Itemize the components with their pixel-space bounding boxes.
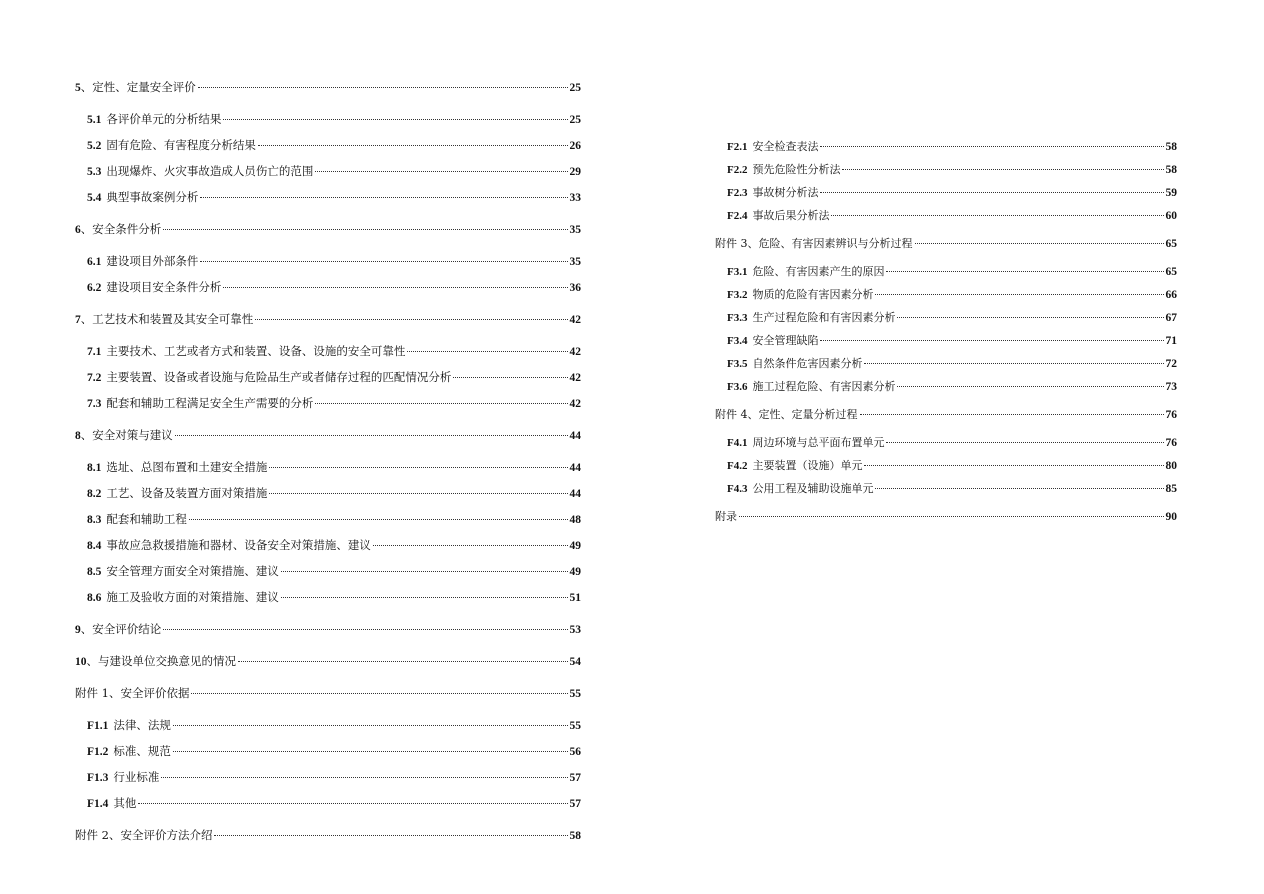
toc-entry-number: 5 [75, 82, 81, 94]
toc-entry-page-number: 49 [569, 566, 581, 578]
toc-entry-title: 、与建设单位交换意见的情况 [86, 654, 236, 668]
toc-entry-title: 、安全条件分析 [80, 222, 162, 236]
toc-entry-number: F1.1 [87, 720, 109, 732]
toc-entry-page-number: 44 [569, 462, 581, 474]
toc-entry-number: 5.4 [87, 192, 102, 204]
toc-entry-page-number: 55 [569, 688, 581, 700]
dot-leader [860, 413, 1164, 415]
dot-leader [886, 270, 1163, 272]
dot-leader [281, 570, 568, 572]
dot-leader [269, 492, 567, 494]
toc-entry-title: 典型事故案例分析 [106, 190, 199, 204]
toc-entry-page-number: 35 [569, 224, 581, 236]
toc-entry-page-number: 73 [1165, 381, 1177, 393]
toc-entry-number: F2.3 [727, 187, 748, 199]
toc-entry-number: 8.5 [87, 566, 102, 578]
toc-entry-number: F3.3 [727, 312, 748, 324]
dot-leader [161, 776, 567, 778]
toc-entry-title: 其他 [113, 796, 137, 810]
dot-leader [163, 628, 567, 630]
toc-entry-page-number: 57 [569, 772, 581, 784]
toc-entry-title: 施工过程危险、有害因素分析 [752, 380, 896, 393]
toc-entry-page-number: 49 [569, 540, 581, 552]
toc-entry-title: 施工及验收方面的对策措施、建议 [106, 590, 279, 604]
toc-entry[interactable] [75, 794, 581, 813]
toc-entry-title: 附件 4、定性、定量分析过程 [715, 408, 858, 421]
dot-leader [173, 724, 568, 726]
toc-entry[interactable] [715, 309, 1177, 327]
toc-entry-number: 5.3 [87, 166, 102, 178]
toc-entry[interactable] [75, 536, 581, 555]
toc-entry-page-number: 65 [1165, 238, 1177, 250]
toc-entry-page-number: 58 [569, 830, 581, 842]
toc-entry-title: 公用工程及辅助设施单元 [752, 482, 874, 495]
toc-entry-title: 事故后果分析法 [752, 209, 830, 222]
toc-entry-number: F3.1 [727, 266, 748, 278]
dot-leader [258, 144, 568, 146]
toc-entry-number: 10 [75, 656, 87, 668]
toc-entry[interactable] [715, 161, 1177, 179]
dot-leader [831, 214, 1163, 216]
toc-entry-title: 配套和辅助工程 [106, 512, 187, 526]
toc-entry[interactable] [75, 458, 581, 477]
toc-entry-title: 主要装置、设备或者设施与危险品生产或者储存过程的匹配情况分析 [106, 370, 452, 384]
toc-entry-title: 行业标准 [113, 770, 160, 784]
toc-entry-title: 附录 [715, 510, 737, 523]
toc-entry[interactable] [715, 378, 1177, 396]
toc-entry[interactable] [75, 188, 581, 207]
toc-entry-page-number: 42 [569, 372, 581, 384]
toc-entry[interactable] [715, 434, 1177, 452]
toc-entry-page-number: 55 [569, 720, 581, 732]
toc-entry-page-number: 76 [1165, 437, 1177, 449]
toc-entry[interactable] [75, 162, 581, 181]
dot-leader [407, 350, 567, 352]
toc-entry-page-number: 42 [569, 398, 581, 410]
toc-entry[interactable] [75, 368, 581, 387]
toc-entry-title: 工艺、设备及装置方面对策措施 [106, 486, 268, 500]
toc-entry-title: 附件 1、安全评价依据 [75, 686, 190, 700]
dot-leader [238, 660, 568, 662]
toc-entry-title: 、安全评价结论 [80, 622, 162, 636]
toc-entry-title: 主要技术、工艺或者方式和装置、设备、设施的安全可靠性 [106, 344, 406, 358]
toc-entry-title: 附件 2、安全评价方法介绍 [75, 828, 213, 842]
toc-entry-title: 主要装置（设施）单元 [752, 459, 863, 472]
toc-left-column [75, 78, 581, 852]
toc-entry-title: 安全管理方面安全对策措施、建议 [106, 564, 279, 578]
toc-entry[interactable] [715, 207, 1177, 225]
toc-entry-number: 7.2 [87, 372, 102, 384]
toc-entry-page-number: 90 [1165, 511, 1177, 523]
toc-entry-number: F2.1 [727, 141, 748, 153]
toc-entry-title: 安全管理缺陷 [752, 334, 819, 347]
dot-leader [915, 242, 1164, 244]
toc-entry-number: 6 [75, 224, 81, 236]
dot-leader [864, 362, 1163, 364]
toc-entry-page-number: 33 [569, 192, 581, 204]
toc-entry-number: F4.2 [727, 460, 748, 472]
toc-entry-page-number: 53 [569, 624, 581, 636]
dot-leader [820, 191, 1163, 193]
toc-entry[interactable] [715, 138, 1177, 156]
toc-entry-page-number: 66 [1165, 289, 1177, 301]
dot-leader [897, 385, 1163, 387]
toc-entry-title: 出现爆炸、火灾事故造成人员伤亡的范围 [106, 164, 314, 178]
toc-entry-page-number: 35 [569, 256, 581, 268]
toc-entry-title: 周边环境与总平面布置单元 [752, 436, 885, 449]
toc-entry-number: 8.3 [87, 514, 102, 526]
dot-leader [198, 86, 568, 88]
toc-entry[interactable] [75, 742, 581, 761]
toc-entry[interactable] [715, 235, 1177, 253]
toc-entry[interactable] [75, 588, 581, 607]
toc-entry-page-number: 58 [1165, 141, 1177, 153]
dot-leader [842, 168, 1163, 170]
toc-entry-page-number: 71 [1165, 335, 1177, 347]
toc-entry[interactable] [75, 716, 581, 735]
toc-entry[interactable] [75, 684, 581, 703]
toc-entry-number: 8 [75, 430, 81, 442]
toc-entry-number: 7 [75, 314, 81, 326]
toc-entry-page-number: 54 [569, 656, 581, 668]
toc-entry[interactable] [715, 480, 1177, 498]
toc-entry[interactable] [75, 342, 581, 361]
dot-leader [739, 515, 1164, 517]
dot-leader [875, 293, 1163, 295]
toc-entry-number: 6.2 [87, 282, 102, 294]
toc-entry-title: 各评价单元的分析结果 [106, 112, 222, 126]
toc-entry-page-number: 48 [569, 514, 581, 526]
toc-entry[interactable] [75, 220, 581, 239]
dot-leader [223, 118, 567, 120]
toc-entry-page-number: 36 [569, 282, 581, 294]
dot-leader [453, 376, 567, 378]
toc-entry-page-number: 26 [569, 140, 581, 152]
dot-leader [373, 544, 568, 546]
toc-entry[interactable] [715, 332, 1177, 350]
toc-entry-page-number: 72 [1165, 358, 1177, 370]
toc-entry-page-number: 44 [569, 430, 581, 442]
toc-entry-page-number: 85 [1165, 483, 1177, 495]
toc-entry-number: F4.3 [727, 483, 748, 495]
toc-entry-title: 安全检查表法 [752, 140, 819, 153]
toc-entry[interactable] [715, 263, 1177, 281]
toc-entry-title: 附件 3、危险、有害因素辨识与分析过程 [715, 237, 913, 250]
toc-entry-number: F1.2 [87, 746, 109, 758]
toc-entry[interactable] [715, 457, 1177, 475]
dot-leader [191, 692, 567, 694]
dot-leader [820, 145, 1163, 147]
toc-entry-title: 配套和辅助工程满足安全生产需要的分析 [106, 396, 314, 410]
toc-entry[interactable] [715, 355, 1177, 373]
toc-entry-number: F4.1 [727, 437, 748, 449]
toc-entry-page-number: 60 [1165, 210, 1177, 222]
toc-entry[interactable] [715, 184, 1177, 202]
dot-leader [223, 286, 567, 288]
toc-entry[interactable] [715, 406, 1177, 424]
dot-leader [281, 596, 568, 598]
toc-entry-page-number: 25 [569, 114, 581, 126]
toc-entry-page-number: 59 [1165, 187, 1177, 199]
toc-entry-title: 危险、有害因素产生的原因 [752, 265, 885, 278]
toc-entry-title: 预先危险性分析法 [752, 163, 841, 176]
toc-entry-number: 9 [75, 624, 81, 636]
toc-entry-title: 物质的危险有害因素分析 [752, 288, 874, 301]
dot-leader [214, 834, 567, 836]
dot-leader [886, 441, 1163, 443]
toc-entry[interactable] [75, 252, 581, 271]
toc-entry-number: F3.5 [727, 358, 748, 370]
dot-leader [200, 260, 567, 262]
toc-entry-title: 标准、规范 [113, 744, 171, 758]
toc-entry-number: 6.1 [87, 256, 102, 268]
dot-leader [173, 750, 568, 752]
toc-entry-page-number: 42 [569, 314, 581, 326]
toc-entry[interactable] [75, 562, 581, 581]
toc-entry-number: 8.4 [87, 540, 102, 552]
toc-entry-number: 7.1 [87, 346, 102, 358]
toc-entry[interactable] [75, 136, 581, 155]
toc-entry[interactable] [75, 484, 581, 503]
toc-entry[interactable] [75, 78, 581, 97]
toc-entry[interactable] [75, 110, 581, 129]
toc-entry-title: 建设项目外部条件 [106, 254, 199, 268]
dot-leader [175, 434, 568, 436]
toc-entry-number: 5.1 [87, 114, 102, 126]
toc-entry-number: F1.4 [87, 798, 109, 810]
toc-entry-number: F2.2 [727, 164, 748, 176]
toc-entry-page-number: 80 [1165, 460, 1177, 472]
toc-entry-page-number: 57 [569, 798, 581, 810]
toc-entry-page-number: 29 [569, 166, 581, 178]
toc-entry-number: 8.1 [87, 462, 102, 474]
dot-leader [897, 316, 1163, 318]
toc-entry[interactable] [75, 652, 581, 671]
toc-entry[interactable] [75, 826, 581, 845]
toc-entry[interactable] [75, 310, 581, 329]
toc-entry-number: F2.4 [727, 210, 748, 222]
toc-entry-page-number: 42 [569, 346, 581, 358]
toc-entry-title: 建设项目安全条件分析 [106, 280, 222, 294]
toc-entry-page-number: 58 [1165, 164, 1177, 176]
dot-leader [315, 402, 567, 404]
toc-entry-page-number: 56 [569, 746, 581, 758]
toc-entry[interactable] [75, 620, 581, 639]
toc-entry-number: 7.3 [87, 398, 102, 410]
toc-entry-title: 事故应急救援措施和器材、设备安全对策措施、建议 [106, 538, 371, 552]
dot-leader [820, 339, 1163, 341]
dot-leader [138, 802, 567, 804]
toc-entry[interactable] [715, 508, 1177, 526]
toc-entry-number: F3.4 [727, 335, 748, 347]
toc-entry-number: 8.6 [87, 592, 102, 604]
toc-entry-title: 、定性、定量安全评价 [80, 80, 196, 94]
toc-entry-title: 选址、总图布置和土建安全措施 [106, 460, 268, 474]
toc-entry-page-number: 67 [1165, 312, 1177, 324]
toc-entry-number: 5.2 [87, 140, 102, 152]
dot-leader [269, 466, 567, 468]
dot-leader [864, 464, 1163, 466]
dot-leader [255, 318, 567, 320]
dot-leader [163, 228, 567, 230]
toc-entry-page-number: 51 [569, 592, 581, 604]
toc-entry-title: 法律、法规 [113, 718, 171, 732]
toc-entry[interactable] [75, 426, 581, 445]
toc-entry[interactable] [75, 510, 581, 529]
dot-leader [315, 170, 567, 172]
toc-entry-page-number: 76 [1165, 409, 1177, 421]
toc-entry-title: 、安全对策与建议 [80, 428, 173, 442]
dot-leader [189, 518, 568, 520]
toc-entry-number: F3.6 [727, 381, 748, 393]
toc-entry-number: F3.2 [727, 289, 748, 301]
dot-leader [875, 487, 1163, 489]
toc-right-column [715, 138, 1177, 531]
toc-entry-page-number: 25 [569, 82, 581, 94]
toc-entry-title: 自然条件危害因素分析 [752, 357, 863, 370]
toc-entry-page-number: 65 [1165, 266, 1177, 278]
toc-entry-number: 8.2 [87, 488, 102, 500]
dot-leader [200, 196, 567, 198]
toc-entry[interactable] [75, 278, 581, 297]
toc-entry-title: 生产过程危险和有害因素分析 [752, 311, 896, 324]
toc-entry-title: 固有危险、有害程度分析结果 [106, 138, 256, 152]
toc-entry-number: F1.3 [87, 772, 109, 784]
toc-entry[interactable] [715, 286, 1177, 304]
toc-entry[interactable] [75, 768, 581, 787]
toc-entry-title: 、工艺技术和装置及其安全可靠性 [80, 312, 254, 326]
toc-entry[interactable] [75, 394, 581, 413]
toc-entry-page-number: 44 [569, 488, 581, 500]
toc-entry-title: 事故树分析法 [752, 186, 819, 199]
